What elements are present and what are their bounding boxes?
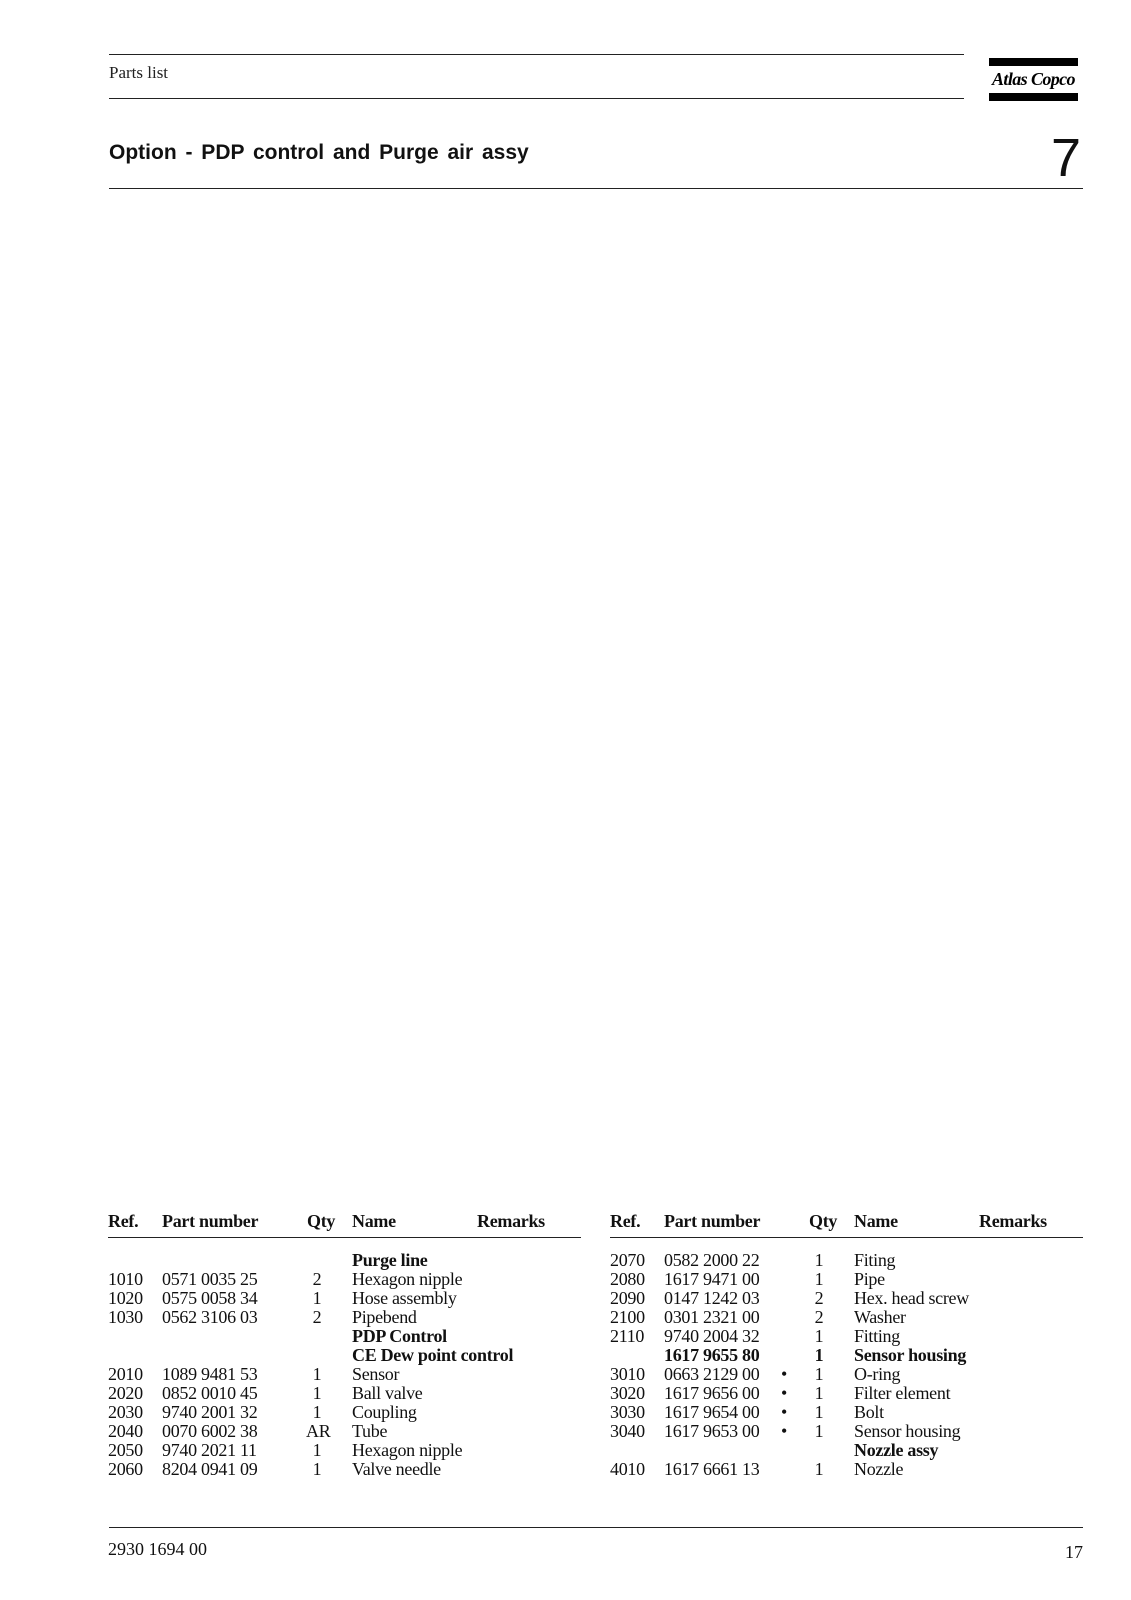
table-row (108, 1308, 581, 1327)
cell-name: Purge line (352, 1250, 428, 1270)
cell-name: Tube (352, 1421, 388, 1441)
header-rule-top (109, 54, 964, 55)
cell-name: Valve needle (352, 1459, 441, 1479)
cell-name: Hexagon nipple (352, 1269, 463, 1289)
table-row (610, 1460, 1083, 1479)
column-remarks: Remarks (979, 1211, 1047, 1231)
cell-ref: 2080 (610, 1269, 645, 1289)
cell-name: Sensor (352, 1364, 400, 1384)
cell-part-number: 1617 9655 80 (664, 1345, 760, 1365)
cell-qty: 1 (814, 1364, 824, 1384)
cell-part-number: 0301 2321 00 (664, 1307, 760, 1327)
cell-qty: 1 (814, 1345, 824, 1365)
cell-qty: 2 (814, 1307, 824, 1327)
cell-part-number: 1617 6661 13 (664, 1459, 760, 1479)
cell-ref: 2070 (610, 1250, 645, 1270)
column-name: Name (854, 1211, 898, 1231)
cell-ref: 4010 (610, 1459, 645, 1479)
column-qty: Qty (809, 1211, 838, 1231)
cell-part-number: 0147 1242 03 (664, 1288, 760, 1308)
column-part-number: Part number (664, 1211, 761, 1231)
cell-qty: 2 (312, 1307, 322, 1327)
cell-part-number: 1617 9471 00 (664, 1269, 760, 1289)
cell-ref: 3030 (610, 1402, 645, 1422)
table-row (108, 1422, 581, 1441)
table-row (108, 1289, 581, 1308)
table-row (108, 1365, 581, 1384)
table-row (108, 1327, 581, 1346)
column-part-number: Part number (162, 1211, 259, 1231)
cell-qty: 1 (312, 1402, 322, 1422)
table-row (108, 1384, 581, 1403)
cell-name: Filter element (854, 1383, 951, 1403)
cell-ref: 2060 (108, 1459, 143, 1479)
cell-qty: AR (306, 1421, 331, 1441)
cell-qty: 1 (814, 1402, 824, 1422)
parts-rows-left (108, 1251, 581, 1479)
table-row (108, 1270, 581, 1289)
cell-ref: 2090 (610, 1288, 645, 1308)
parts-table-left (108, 1211, 581, 1479)
column-ref: Ref. (610, 1211, 641, 1231)
title-rule (109, 188, 1083, 189)
bullet-marker: • (780, 1364, 787, 1384)
section-number: 7 (1050, 128, 1081, 188)
table-row (610, 1403, 1083, 1422)
table-header-rule (108, 1237, 581, 1238)
cell-part-number: 0582 2000 22 (664, 1250, 760, 1270)
cell-qty: 1 (312, 1440, 322, 1460)
table-row (610, 1270, 1083, 1289)
table-header (108, 1211, 581, 1239)
table-header (610, 1211, 1083, 1239)
table-row (108, 1403, 581, 1422)
table-row (610, 1422, 1083, 1441)
page-number: 17 (1065, 1542, 1083, 1562)
page-title: Option - PDP control and Purge air assy (109, 141, 529, 164)
cell-part-number: 1617 9653 00 (664, 1421, 760, 1441)
cell-ref: 2040 (108, 1421, 143, 1441)
cell-name: Sensor housing (854, 1345, 967, 1365)
cell-name: Hose assembly (352, 1288, 457, 1308)
table-row (610, 1346, 1083, 1365)
cell-qty: 1 (814, 1459, 824, 1479)
logo-bar-top (989, 58, 1078, 66)
cell-ref: 1030 (108, 1307, 143, 1327)
cell-name: Coupling (352, 1402, 417, 1422)
table-row (610, 1365, 1083, 1384)
cell-name: Fiting (854, 1250, 896, 1270)
cell-name: O-ring (854, 1364, 901, 1384)
cell-part-number: 8204 0941 09 (162, 1459, 258, 1479)
cell-part-number: 9740 2004 32 (664, 1326, 760, 1346)
table-row (108, 1346, 581, 1365)
cell-name: CE Dew point control (352, 1345, 514, 1365)
cell-qty: 2 (814, 1288, 824, 1308)
table-row (610, 1327, 1083, 1346)
logo-bar-bottom (989, 93, 1078, 101)
table-header-rule (610, 1237, 1083, 1238)
cell-name: Hex. head screw (854, 1288, 969, 1308)
cell-part-number: 0852 0010 45 (162, 1383, 258, 1403)
cell-part-number: 1617 9654 00 (664, 1402, 760, 1422)
table-row (610, 1384, 1083, 1403)
cell-part-number: 0575 0058 34 (162, 1288, 258, 1308)
cell-qty: 1 (312, 1288, 322, 1308)
column-name: Name (352, 1211, 396, 1231)
table-row (108, 1251, 581, 1270)
cell-ref: 1010 (108, 1269, 143, 1289)
cell-ref: 2020 (108, 1383, 143, 1403)
column-ref: Ref. (108, 1211, 139, 1231)
table-row (610, 1251, 1083, 1270)
header-rule-bottom (109, 98, 964, 99)
cell-name: PDP Control (352, 1326, 447, 1346)
running-header: Parts list (109, 63, 169, 82)
cell-name: Nozzle assy (854, 1440, 939, 1460)
cell-part-number: 0663 2129 00 (664, 1364, 760, 1384)
cell-qty: 1 (814, 1250, 824, 1270)
table-row (610, 1441, 1083, 1460)
cell-name: Bolt (854, 1402, 884, 1422)
table-row (610, 1308, 1083, 1327)
column-qty: Qty (307, 1211, 336, 1231)
cell-ref: 3040 (610, 1421, 645, 1441)
cell-qty: 2 (312, 1269, 322, 1289)
cell-ref: 3020 (610, 1383, 645, 1403)
illustration-area (109, 200, 1083, 1190)
cell-name: Hexagon nipple (352, 1440, 463, 1460)
table-row (108, 1460, 581, 1479)
cell-part-number: 9740 2001 32 (162, 1402, 258, 1422)
cell-qty: 1 (814, 1421, 824, 1441)
bullet-marker: • (780, 1421, 787, 1441)
cell-ref: 2030 (108, 1402, 143, 1422)
cell-part-number: 1089 9481 53 (162, 1364, 258, 1384)
cell-qty: 1 (312, 1459, 322, 1479)
cell-name: Washer (854, 1307, 906, 1327)
cell-ref: 2050 (108, 1440, 143, 1460)
parts-rows-right (610, 1251, 1083, 1479)
cell-name: Ball valve (352, 1383, 423, 1403)
cell-name: Pipe (854, 1269, 885, 1289)
cell-ref: 2100 (610, 1307, 645, 1327)
cell-ref: 2010 (108, 1364, 143, 1384)
cell-qty: 1 (814, 1269, 824, 1289)
logo-wordmark: Atlas Copco (992, 69, 1075, 89)
cell-name: Nozzle (854, 1459, 904, 1479)
cell-part-number: 1617 9656 00 (664, 1383, 760, 1403)
cell-name: Fitting (854, 1326, 900, 1346)
cell-name: Pipebend (352, 1307, 417, 1327)
document-code: 2930 1694 00 (108, 1539, 207, 1559)
bullet-marker: • (780, 1383, 787, 1403)
cell-ref: 3010 (610, 1364, 645, 1384)
cell-qty: 1 (814, 1326, 824, 1346)
cell-qty: 1 (312, 1383, 322, 1403)
cell-part-number: 0070 6002 38 (162, 1421, 258, 1441)
cell-part-number: 0562 3106 03 (162, 1307, 258, 1327)
cell-qty: 1 (312, 1364, 322, 1384)
footer-rule (109, 1527, 1083, 1528)
cell-part-number: 9740 2021 11 (162, 1440, 257, 1460)
atlas-copco-logo (989, 58, 1078, 101)
column-remarks: Remarks (477, 1211, 545, 1231)
bullet-marker: • (780, 1402, 787, 1422)
cell-qty: 1 (814, 1383, 824, 1403)
cell-part-number: 0571 0035 25 (162, 1269, 258, 1289)
parts-table-right (610, 1211, 1083, 1479)
table-row (610, 1289, 1083, 1308)
cell-name: Sensor housing (854, 1421, 961, 1441)
cell-ref: 1020 (108, 1288, 143, 1308)
cell-ref: 2110 (610, 1326, 645, 1346)
table-row (108, 1441, 581, 1460)
